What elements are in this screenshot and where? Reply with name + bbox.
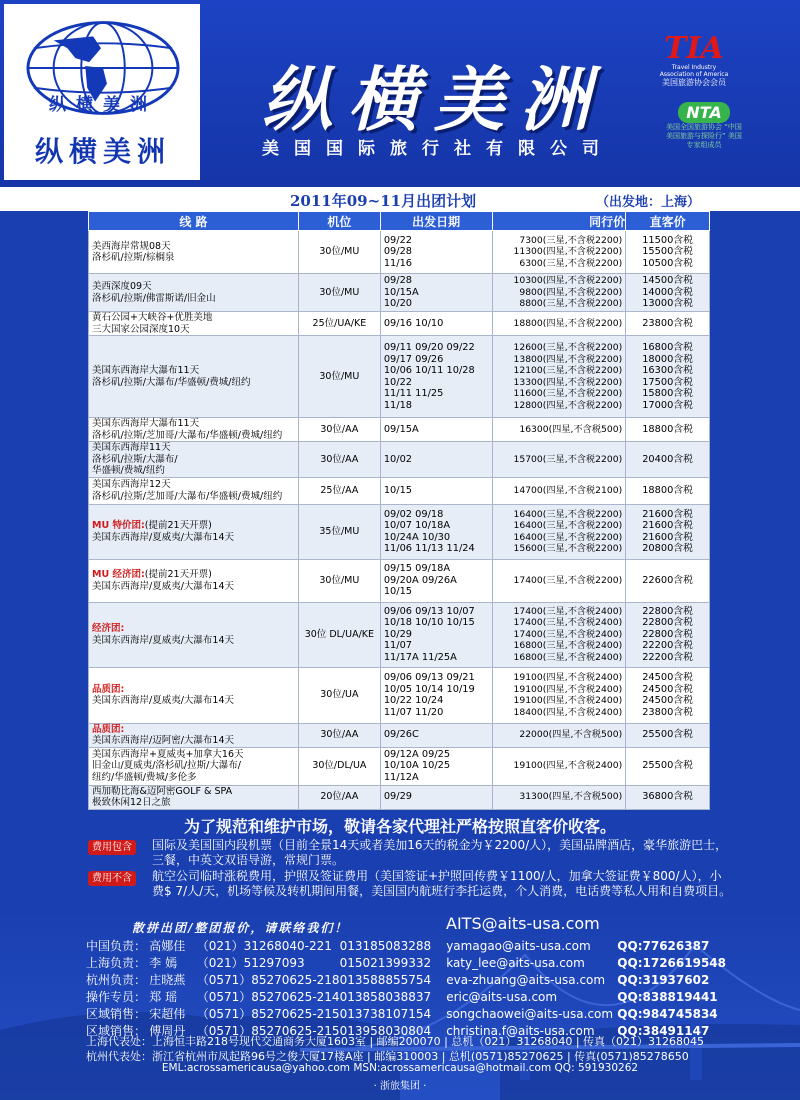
trade-price-cell: 15700(三星,不含税2200) bbox=[492, 442, 626, 478]
route-line: 极致休闲12日之旅 bbox=[92, 797, 171, 808]
seats-cell: 25位/UA/KE bbox=[298, 312, 380, 336]
route-line: 美西海岸常规08天 bbox=[92, 240, 171, 252]
route-line: 洛杉矶/拉斯/大瀑布/华盛顿/费城/纽约 bbox=[92, 376, 251, 388]
trade-price-cell: 31300(四星,不含税500) bbox=[492, 785, 626, 809]
table-row bbox=[89, 667, 710, 723]
main-email[interactable]: AITS@aits-usa.com bbox=[446, 914, 600, 933]
direct-price-cell: 36800含税 bbox=[626, 785, 710, 809]
contact-qq: QQ:984745834 bbox=[617, 1006, 718, 1021]
direct-price-cell: 18800含税 bbox=[626, 477, 710, 504]
route-cell bbox=[89, 442, 299, 478]
route-line: 美西深度09天 bbox=[92, 281, 152, 292]
contact-qq: QQ:1726619548 bbox=[617, 955, 726, 970]
seats-cell: 30位/MU bbox=[298, 231, 380, 274]
route-cell bbox=[89, 477, 299, 504]
route-line: 黄石公园+大峡谷+优胜美地 bbox=[92, 312, 213, 323]
pricing-notice: 为了规范和维护市场，敬请各家代理社严格按照直客价收客。 bbox=[183, 817, 616, 836]
route-line: 旧金山/夏威夷/洛杉矶/拉斯/大瀑布/ bbox=[92, 760, 242, 772]
direct-price-cell: 22600含税 bbox=[626, 559, 710, 602]
route-line: 美国东西海岸/夏威夷/大瀑布14天 bbox=[92, 634, 234, 646]
trade-price-cell: 17400(三星,不含税2400) 17400(三星,不含税2400) 17400(三星,不含税2400) 16800(三星,不含税2400) 16800(三星,不含税2400) bbox=[492, 602, 626, 667]
route-line: 美国东西海岸11天 bbox=[92, 442, 171, 453]
route-line: 美国东西海岸大瀑布11天 bbox=[92, 365, 200, 376]
contact-email[interactable]: katy_lee@aits-usa.com bbox=[446, 955, 585, 970]
dates-cell: 09/29 bbox=[380, 785, 492, 809]
header-trade-price: 同行价 bbox=[492, 212, 626, 231]
contact-mobile[interactable]: 013738107154 bbox=[339, 1006, 432, 1021]
contact-name: 傅周丹 bbox=[149, 1024, 186, 1038]
contact-phone[interactable]: （0571）85270625-218 bbox=[196, 973, 340, 987]
contact-email[interactable]: eva-zhuang@aits-usa.com bbox=[446, 972, 606, 987]
contact-phone[interactable]: （0571）85270625-214 bbox=[196, 990, 340, 1004]
trade-price-cell: 17400(三星,不含税2200) bbox=[492, 559, 626, 602]
seats-cell: 30位/AA bbox=[298, 723, 380, 747]
contact-role: 中国负责： bbox=[86, 939, 147, 953]
tia-logo: TIA bbox=[664, 31, 724, 66]
logo-text-large: 纵横美洲 bbox=[34, 135, 171, 168]
table-row bbox=[89, 274, 710, 312]
direct-price-cell: 25500含税 bbox=[626, 747, 710, 785]
direct-price-cell: 20400含税 bbox=[626, 442, 710, 478]
direct-price-cell: 18800含税 bbox=[626, 418, 710, 442]
route-line: 美国东西海岸12天 bbox=[92, 479, 171, 490]
direct-price-cell: 24500含税 24500含税 24500含税 23800含税 bbox=[626, 667, 710, 723]
direct-price-cell: 25500含税 bbox=[626, 723, 710, 747]
header-route: 线 路 bbox=[89, 212, 299, 231]
fees-excluded-text: 航空公司临时涨税费用，护照及签证费用（美国签证+护照回传费￥1100/人，加拿大签证费￥800/人），小费$ 7/人/天，机场等候及转机期间用餐，美国国内航班行李托运费，个人消费，电话费等私人用和自费项目。 bbox=[152, 869, 732, 898]
direct-price-cell: 21600含税 21600含税 21600含税 20800含税 bbox=[626, 504, 710, 559]
fees-excluded-badge: 费用不含 bbox=[88, 871, 136, 886]
route-cell bbox=[89, 723, 299, 747]
fees-included-badge: 费用包含 bbox=[88, 840, 136, 855]
contact-phone[interactable]: （0571）85270625-215 bbox=[196, 1007, 340, 1021]
route-line: 洛杉矶/拉斯/芝加哥/大瀑布/华盛顿/费城/纽约 bbox=[92, 429, 283, 441]
route-tag-line bbox=[92, 569, 295, 581]
route-cell bbox=[89, 336, 299, 418]
table-row bbox=[89, 231, 710, 274]
contact-qq: QQ:38491147 bbox=[617, 1023, 710, 1038]
route-line: 美国东西海岸/迈阿密/大瀑布14天 bbox=[92, 735, 234, 746]
tia-english-name: Travel Industry Association of America bbox=[659, 64, 729, 78]
route-tag: 经济团: bbox=[92, 623, 125, 634]
route-line: 洛杉矶/拉斯/芝加哥/大瀑布/华盛顿/费城/纽约 bbox=[92, 490, 283, 502]
seats-cell: 25位/AA bbox=[298, 477, 380, 504]
trade-price-cell: 12600(三星,不含税2200) 13800(四星,不含税2200) 12100(三星,不含税2200) 13300(四星,不含税2200) 11600(三星,不含税2200) 12800(四星,不含税2200) bbox=[492, 336, 626, 418]
table-row bbox=[89, 785, 710, 809]
tia-badge bbox=[656, 31, 732, 88]
route-line: 美国东西海岸/夏威夷/大瀑布14天 bbox=[92, 695, 234, 706]
contact-mobile[interactable]: 013185083288 bbox=[339, 938, 432, 953]
dates-cell: 09/15 09/18A 09/20A 09/26A 10/15 bbox=[380, 559, 492, 602]
route-tag-line bbox=[92, 623, 295, 635]
route-cell bbox=[89, 274, 299, 312]
table-row bbox=[89, 747, 710, 785]
dates-cell: 10/15 bbox=[380, 477, 492, 504]
seats-cell: 30位/MU bbox=[298, 274, 380, 312]
header-direct-price: 直客价 bbox=[626, 212, 710, 231]
dates-cell: 09/15A bbox=[380, 418, 492, 442]
route-tag-note: (提前21天开票) bbox=[144, 569, 212, 580]
contact-role: 杭州负责： bbox=[86, 973, 147, 987]
logo bbox=[4, 4, 200, 180]
direct-price-cell: 22800含税 22800含税 22800含税 22200含税 22200含税 bbox=[626, 602, 710, 667]
nta-chinese-name: 美国全国旅游协会 “中国美国旅游与探险行” 美国专家组成员 bbox=[666, 123, 742, 149]
route-cell bbox=[89, 418, 299, 442]
contact-qq: QQ:838819441 bbox=[617, 989, 718, 1004]
brand-subtitle: 美国国际旅行社有限公司 bbox=[262, 139, 614, 159]
trade-price-cell: 16300(四星,不含税500) bbox=[492, 418, 626, 442]
route-line: 美国东西海岸/夏威夷/大瀑布14天 bbox=[92, 531, 234, 543]
seats-cell: 20位/AA bbox=[298, 785, 380, 809]
table-row bbox=[89, 442, 710, 478]
dates-cell: 09/06 09/13 09/21 10/05 10/14 10/19 10/22 10/24 11/07 11/20 bbox=[380, 667, 492, 723]
table-row bbox=[89, 602, 710, 667]
table-row bbox=[89, 477, 710, 504]
contact-mobile[interactable]: 013588855754 bbox=[339, 972, 432, 987]
contact-row bbox=[86, 937, 726, 954]
route-cell bbox=[89, 231, 299, 274]
contact-phone[interactable]: （0571）85270625-215 bbox=[196, 1024, 340, 1038]
table-body bbox=[89, 231, 710, 810]
dates-cell: 09/26C bbox=[380, 723, 492, 747]
direct-price-cell: 16800含税 18000含税 16300含税 17500含税 15800含税 17000含税 bbox=[626, 336, 710, 418]
contact-phone[interactable]: （021）51297093 bbox=[196, 956, 305, 970]
trade-price-cell: 16400(三星,不含税2200) 16400(三星,不含税2200) 16400(三星,不含税2200) 15600(三星,不含税2200) bbox=[492, 504, 626, 559]
contact-email[interactable]: songchaowei@aits-usa.com bbox=[446, 1006, 614, 1021]
route-line: 美国东西海岸/夏威夷/大瀑布14天 bbox=[92, 580, 234, 592]
trade-price-cell: 10300(四星,不含税2200) 9800(四星,不含税2200) 8800(三星,不含税2200) bbox=[492, 274, 626, 312]
departure-city: （出发地：上海） bbox=[596, 195, 701, 210]
contact-role: 区域销售： bbox=[86, 1007, 147, 1021]
route-cell bbox=[89, 312, 299, 336]
route-tag-line bbox=[92, 520, 295, 532]
contact-role: 上海负责： bbox=[86, 956, 147, 970]
trade-price-cell: 22000(四星,不含税500) bbox=[492, 723, 626, 747]
trade-price-cell: 19100(四星,不含税2400) 19100(四星,不含税2400) 19100(四星,不含税2400) 18400(四星,不含税2400) bbox=[492, 667, 626, 723]
tour-schedule-table bbox=[88, 211, 710, 810]
contact-row bbox=[86, 1005, 726, 1022]
table-row bbox=[89, 504, 710, 559]
seats-cell: 30位 DL/UA/KE bbox=[298, 602, 380, 667]
contact-name: 宋超伟 bbox=[149, 1007, 186, 1021]
trade-price-cell: 7300(三星,不含税2200) 11300(四星,不含税2200) 6300(三星,不含税2200) bbox=[492, 231, 626, 274]
route-line: 洛杉矶/拉斯/大瀑布/ bbox=[92, 453, 178, 465]
seats-cell: 30位/AA bbox=[298, 442, 380, 478]
table-row bbox=[89, 559, 710, 602]
contact-row bbox=[86, 971, 726, 988]
route-line: 美国东西海岸大瀑布11天 bbox=[92, 418, 200, 429]
group-name: · 浙旅集团 · bbox=[373, 1081, 427, 1092]
seats-cell: 30位/UA bbox=[298, 667, 380, 723]
contact-row bbox=[86, 954, 726, 971]
contact-row bbox=[86, 988, 726, 1005]
fees-included-text: 国际及美国国内段机票（目前全景14天或者美加16天的税金为￥2200/人），美国品牌酒店，豪华旅游巴士，三餐，中英文双语导游，常规门票。 bbox=[152, 838, 728, 867]
shanghai-office: 上海代表处：上海恒丰路218号现代交通商务大厦1603室 | 邮编200070 | 总机（021）31268040 | 传真（021）31268045 bbox=[86, 1035, 705, 1048]
route-tag: 品质团: bbox=[92, 683, 125, 695]
trade-price-cell: 14700(四星,不含税2100) bbox=[492, 477, 626, 504]
route-cell bbox=[89, 747, 299, 785]
table-row bbox=[89, 312, 710, 336]
contact-mobile[interactable]: 013858038837 bbox=[339, 989, 432, 1004]
logo-text-small: 纵横美洲 bbox=[49, 95, 157, 115]
contact-table bbox=[86, 937, 726, 1039]
direct-price-cell: 23800含税 bbox=[626, 312, 710, 336]
seats-cell: 35位/MU bbox=[298, 504, 380, 559]
hangzhou-office: 杭州代表处：浙江省杭州市凤起路96号之俊大厦17楼A座 | 邮编310003 | 总机(0571)85270625 | 传真(0571)85278650 bbox=[86, 1050, 689, 1063]
tia-chinese-name: 美国旅游协会会员 bbox=[662, 78, 726, 87]
seats-cell: 30位/AA bbox=[298, 418, 380, 442]
contact-qq: QQ:31937602 bbox=[617, 972, 710, 987]
route-cell bbox=[89, 559, 299, 602]
dates-cell: 10/02 bbox=[380, 442, 492, 478]
contact-role: 操作专员： bbox=[86, 990, 147, 1004]
contact-email[interactable]: christina.f@aits-usa.com bbox=[446, 1023, 595, 1038]
contact-email[interactable]: yamagao@aits-usa.com bbox=[446, 938, 591, 953]
seats-cell: 30位/DL/UA bbox=[298, 747, 380, 785]
title-bar bbox=[0, 185, 800, 211]
direct-price-cell: 14500含税 14000含税 13000含税 bbox=[626, 274, 710, 312]
route-line: 三大国家公园深度10天 bbox=[92, 323, 190, 335]
nta-badge bbox=[664, 102, 744, 150]
contact-email[interactable]: eric@aits-usa.com bbox=[446, 989, 558, 1004]
route-tag-line bbox=[92, 684, 295, 696]
route-cell bbox=[89, 602, 299, 667]
seats-cell: 30位/MU bbox=[298, 336, 380, 418]
header bbox=[0, 0, 800, 185]
contact-email-line: EML:acrossamericausa@yahoo.com MSN:acrossamericausa@hotmail.com QQ: 591930262 bbox=[161, 1062, 639, 1074]
contact-role: 区域销售： bbox=[86, 1024, 147, 1038]
route-tag-note: (提前21天开票) bbox=[144, 520, 212, 531]
contact-slogan: 散拼出团/整团报价，请联络我们！ bbox=[132, 921, 349, 935]
representative-offices bbox=[86, 1034, 726, 1064]
trade-price-cell: 18800(四星,不含税2200) bbox=[492, 312, 626, 336]
route-tag: MU 经济团: bbox=[92, 569, 145, 580]
direct-price-cell: 11500含税 15500含税 10500含税 bbox=[626, 231, 710, 274]
route-line: 美国东西海岸+夏威夷+加拿大16天 bbox=[92, 748, 244, 760]
page-title: 2011年09~11月出团计划 bbox=[290, 192, 477, 210]
dates-cell: 09/06 09/13 10/07 10/18 10/10 10/15 10/29 11/07 11/17A 11/25A bbox=[380, 602, 492, 667]
route-line: 洛杉矶/拉斯/棕榈泉 bbox=[92, 252, 175, 263]
contact-phone[interactable]: （021）31268040-221 bbox=[196, 939, 332, 953]
header-dates: 出发日期 bbox=[380, 212, 492, 231]
contact-mobile[interactable]: 015021399332 bbox=[339, 955, 432, 970]
route-tag-line bbox=[92, 724, 295, 736]
dates-cell: 09/28 10/15A 10/20 bbox=[380, 274, 492, 312]
route-tag: 品质团: bbox=[92, 723, 125, 735]
contact-name: 高娜佳 bbox=[149, 939, 186, 953]
dates-cell: 09/16 10/10 bbox=[380, 312, 492, 336]
route-line: 西加勒比海&迈阿密GOLF & SPA bbox=[92, 785, 233, 797]
route-line: 华盛顿/费城/纽约 bbox=[92, 465, 165, 476]
dates-cell: 09/11 09/20 09/22 09/17 09/26 10/06 10/11 10/28 10/22 11/11 11/25 11/18 bbox=[380, 336, 492, 418]
route-cell bbox=[89, 667, 299, 723]
route-cell bbox=[89, 785, 299, 809]
dates-cell: 09/22 09/28 11/16 bbox=[380, 231, 492, 274]
dates-cell: 09/12A 09/25 10/10A 10/25 11/12A bbox=[380, 747, 492, 785]
seats-cell: 30位/MU bbox=[298, 559, 380, 602]
nta-logo: NTA bbox=[678, 102, 729, 123]
dates-cell: 09/02 09/18 10/07 10/18A 10/24A 10/30 11/06 11/13 11/24 bbox=[380, 504, 492, 559]
route-cell bbox=[89, 504, 299, 559]
contact-mobile[interactable]: 013958030804 bbox=[339, 1023, 432, 1038]
route-line: 洛杉矶/拉斯/佛雷斯诺/旧金山 bbox=[92, 292, 216, 304]
contact-name: 李 嫣 bbox=[149, 956, 178, 970]
table-row bbox=[89, 336, 710, 418]
contact-qq: QQ:77626387 bbox=[617, 938, 710, 953]
brand-name: 纵横美洲 bbox=[262, 58, 606, 141]
fees-excluded bbox=[88, 869, 732, 911]
trade-price-cell: 19100(四星,不含税2400) bbox=[492, 747, 626, 785]
contact-table-body bbox=[86, 937, 726, 1039]
header-seats: 机位 bbox=[298, 212, 380, 231]
contact-name: 郑 瑶 bbox=[149, 990, 178, 1004]
table-header-row bbox=[89, 212, 710, 231]
route-tag: MU 特价团: bbox=[92, 520, 145, 531]
contact-name: 庄晓燕 bbox=[149, 973, 186, 987]
route-line: 纽约/华盛顿/费城/多伦多 bbox=[92, 771, 197, 783]
table-row bbox=[89, 723, 710, 747]
table-row bbox=[89, 418, 710, 442]
